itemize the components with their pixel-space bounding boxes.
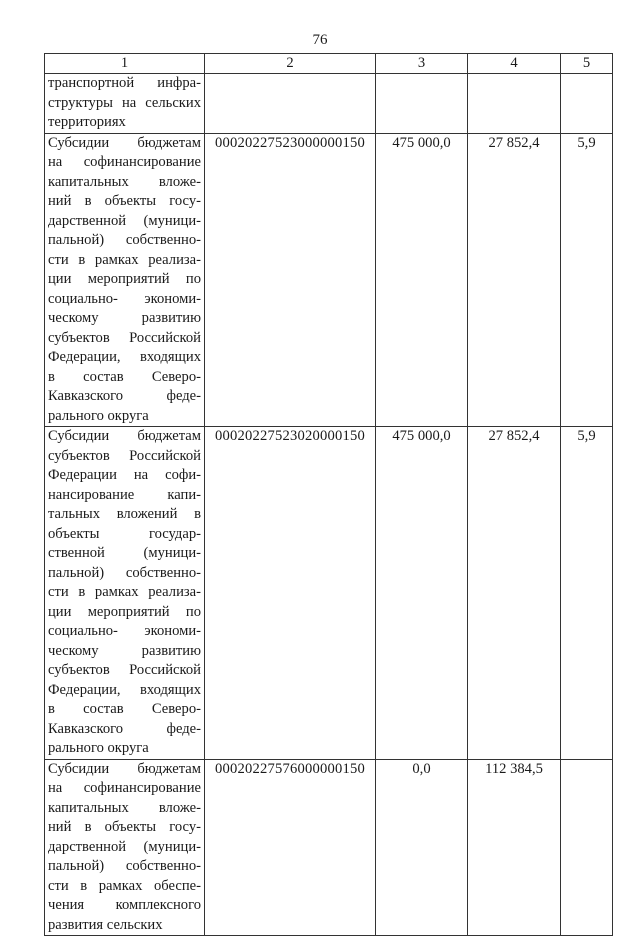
- row-value-cell: 27 852,4: [468, 133, 561, 427]
- row-value-cell: 112 384,5: [468, 759, 561, 936]
- row-name-line: структуры на сельских: [48, 94, 201, 111]
- row-code-cell: 00020227523020000150: [205, 427, 376, 760]
- row-name-line: на софинансирование: [48, 154, 201, 170]
- row-name-line: сти в рамках реализа-: [48, 584, 201, 600]
- row-name-line: ческому развитию: [48, 310, 201, 326]
- row-name-line: Субсидии бюджетам: [48, 134, 201, 151]
- row-name-line: субъектов Российской: [48, 662, 201, 678]
- row-percent-cell: 5,9: [561, 133, 613, 427]
- row-code-cell: 00020227576000000150: [205, 759, 376, 936]
- row-name-line: социально- экономи-: [48, 290, 201, 307]
- row-name-line: пальной) собственно-: [48, 232, 201, 248]
- row-name-line: сти в рамках обеспе-: [48, 877, 201, 894]
- column-header: 5: [561, 54, 613, 74]
- row-value-cell: 0,0: [376, 759, 468, 936]
- row-name-line: дарственной (муници-: [48, 838, 201, 855]
- row-name-line: пальной) собственно-: [48, 564, 201, 581]
- row-percent-cell: [561, 759, 613, 936]
- row-name-line: рального округа: [48, 740, 149, 756]
- row-name-line: объекты государ-: [48, 525, 201, 542]
- row-name-line: в состав Северо-: [48, 701, 201, 717]
- row-name-line: субъектов Российской: [48, 329, 201, 346]
- column-header: 4: [468, 54, 561, 74]
- row-name-line: транспортной инфра-: [48, 75, 201, 91]
- table-row: [45, 133, 613, 427]
- row-name-line: ции мероприятий по: [48, 271, 201, 287]
- table-row: [45, 427, 613, 760]
- header-row: [45, 54, 613, 74]
- row-name-line: капитальных вложе-: [48, 173, 201, 190]
- row-name-line: ции мероприятий по: [48, 603, 201, 620]
- row-percent-cell: [561, 74, 613, 134]
- row-name-cell: [45, 427, 205, 760]
- row-code-cell: 00020227523000000150: [205, 133, 376, 427]
- row-name-cell: [45, 74, 205, 134]
- row-name-line: Федерации, входящих: [48, 681, 201, 698]
- row-name-line: капитальных вложе-: [48, 799, 201, 816]
- row-value-cell: 27 852,4: [468, 427, 561, 760]
- row-name-line: ний в объекты госу-: [48, 819, 201, 835]
- column-header: 1: [45, 54, 205, 74]
- row-name-line: Кавказского феде-: [48, 720, 201, 737]
- table-row: [45, 759, 613, 936]
- row-name-line: на софинансирование: [48, 780, 201, 796]
- row-name-line: рального округа: [48, 407, 149, 424]
- row-name-line: территориях: [48, 114, 126, 130]
- row-name-line: развития сельских: [48, 916, 163, 933]
- row-name-line: в состав Северо-: [48, 368, 201, 385]
- row-name-cell: [45, 759, 205, 936]
- row-name-line: ческому развитию: [48, 642, 201, 659]
- column-header: 3: [376, 54, 468, 74]
- row-name-line: тальных вложений в: [48, 506, 201, 522]
- page-number: 76: [312, 32, 328, 48]
- table-row: [45, 74, 613, 134]
- row-name-line: пальной) собственно-: [48, 858, 201, 874]
- table-body: [45, 74, 613, 936]
- row-name-line: сти в рамках реализа-: [48, 251, 201, 268]
- row-percent-cell: 5,9: [561, 427, 613, 760]
- row-value-cell: [376, 74, 468, 134]
- column-header: 2: [205, 54, 376, 74]
- row-code-cell: [205, 74, 376, 134]
- row-value-cell: 475 000,0: [376, 133, 468, 427]
- row-name-line: ственной (муници-: [48, 545, 201, 561]
- row-name-line: дарственной (муници-: [48, 212, 201, 229]
- row-value-cell: [468, 74, 561, 134]
- row-name-line: Субсидии бюджетам: [48, 760, 201, 777]
- row-name-line: Федерации, входящих: [48, 349, 201, 365]
- row-name-line: субъектов Российской: [48, 447, 201, 464]
- row-name-line: Субсидии бюджетам: [48, 428, 201, 444]
- row-name-cell: [45, 133, 205, 427]
- row-value-cell: 475 000,0: [376, 427, 468, 760]
- row-name-line: Кавказского феде-: [48, 388, 201, 404]
- row-name-line: чения комплексного: [48, 897, 201, 913]
- budget-table: [44, 53, 613, 936]
- row-name-line: нансирование капи-: [48, 486, 201, 503]
- row-name-line: Федерации на софи-: [48, 467, 201, 483]
- row-name-line: социально- экономи-: [48, 623, 201, 639]
- row-name-line: ний в объекты госу-: [48, 193, 201, 209]
